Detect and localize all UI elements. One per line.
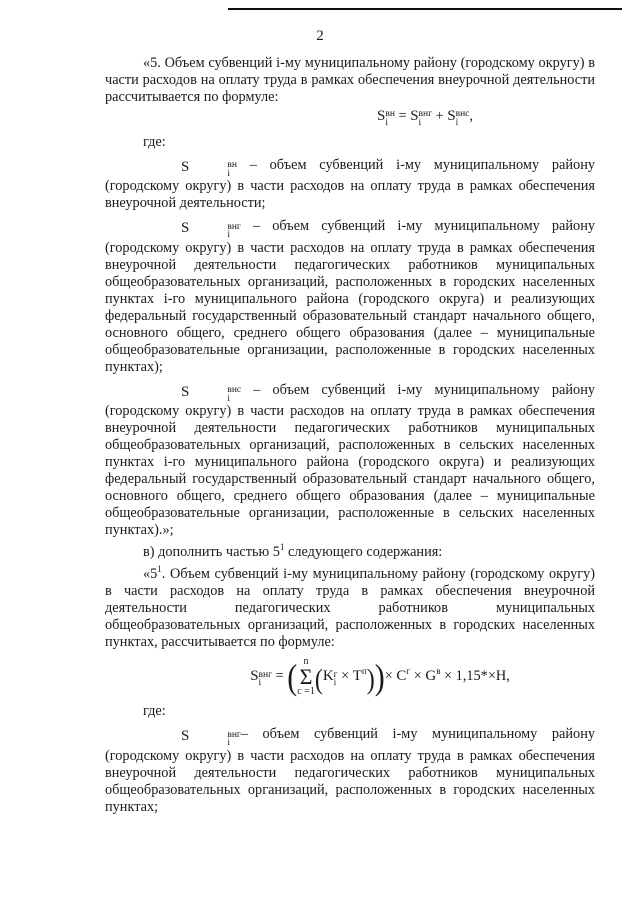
symbol-s-vns: S внс i (181, 383, 242, 404)
amendment-v: в) дополнить частью $5^1$ следующего содержания: (143, 542, 443, 561)
where-label-1: где: (143, 133, 166, 150)
sum-operator: n Σ c =1 (297, 656, 315, 698)
page-number: 2 (316, 28, 324, 44)
symbol-s-vn: S вн i (181, 158, 237, 179)
document-body (105, 55, 595, 816)
definition-s-vng: S внг i – объем субвенций i-му муниципальному району (городскому округу) в части расходов на оплату труда в рамках обеспечения внеурочной деятельности педагогических работников муниципальных общеобразовательных организаций, расположенных в городских населенных пунктах i-го муниципального района (городского округа) и реализующих федеральный государственный образовательный стандарт начального общего, основного общего, среднего общего образования (далее – муниципальные общеобразовательные организации, расположенные в городских населенных пунктах); (105, 218, 595, 375)
definition-s-vns: S внс i – объем субвенций i-му муниципальному району (городскому округу) в части расходов на оплату труда в рамках обеспечения внеурочной деятельности педагогических работников муниципальных общеобразовательных организаций, расположенных в сельских населенных пунктах i-го муниципального района (городского округа) и реализующих федеральный государственный образовательный стандарт начального общего, основного общего, среднего общего образования (далее – муниципальные общеобразовательные организации, расположенные в сельских населенных пунктах).»; (105, 381, 595, 539)
definition-s-vng-2: S внг i – объем субвенций i-му муниципальному району (городскому округу) в части расходов на оплату труда в рамках обеспечения внеурочной деятельности педагогических работников муниципальных общеобразовательных организаций, расположенных в городских населенных пунктах; (105, 726, 595, 815)
formula-1: S вн i = S внг i + S внс i , (377, 108, 473, 128)
symbol-s-vng-2: S внг i (181, 728, 241, 749)
header-rule (228, 8, 622, 10)
paragraph-5: «5. Объем субвенций i-му муниципальному району (городскому округу) в части расходов на оплату труда в рамках обеспечения внеурочной деятельности рассчитывается по формуле: (105, 55, 595, 105)
paragraph-5-1: «$5^1$. Объем субвенций i-му муниципальному району (городскому округу) в части расходов на оплату труда в рамках обеспечения внеурочной деятельности педагогических работников муниципальных общеобразовательных организаций, расположенных в городских населенных пунктах, рассчитывается по формуле: (105, 564, 595, 651)
where-label-2: где: (143, 703, 166, 720)
definition-s-vn: S вн i – объем субвенций i-му муниципальному району (городскому округу) в части расходов на оплату труда в рамках обеспечения внеурочной деятельности; (105, 156, 595, 212)
formula-2: S внг i = ( n Σ c =1 (K г i × $T^п))\times C^г \times G^в \times 1,15*\times H$, (250, 656, 510, 698)
symbol-s-vng: S внг i (181, 220, 241, 241)
